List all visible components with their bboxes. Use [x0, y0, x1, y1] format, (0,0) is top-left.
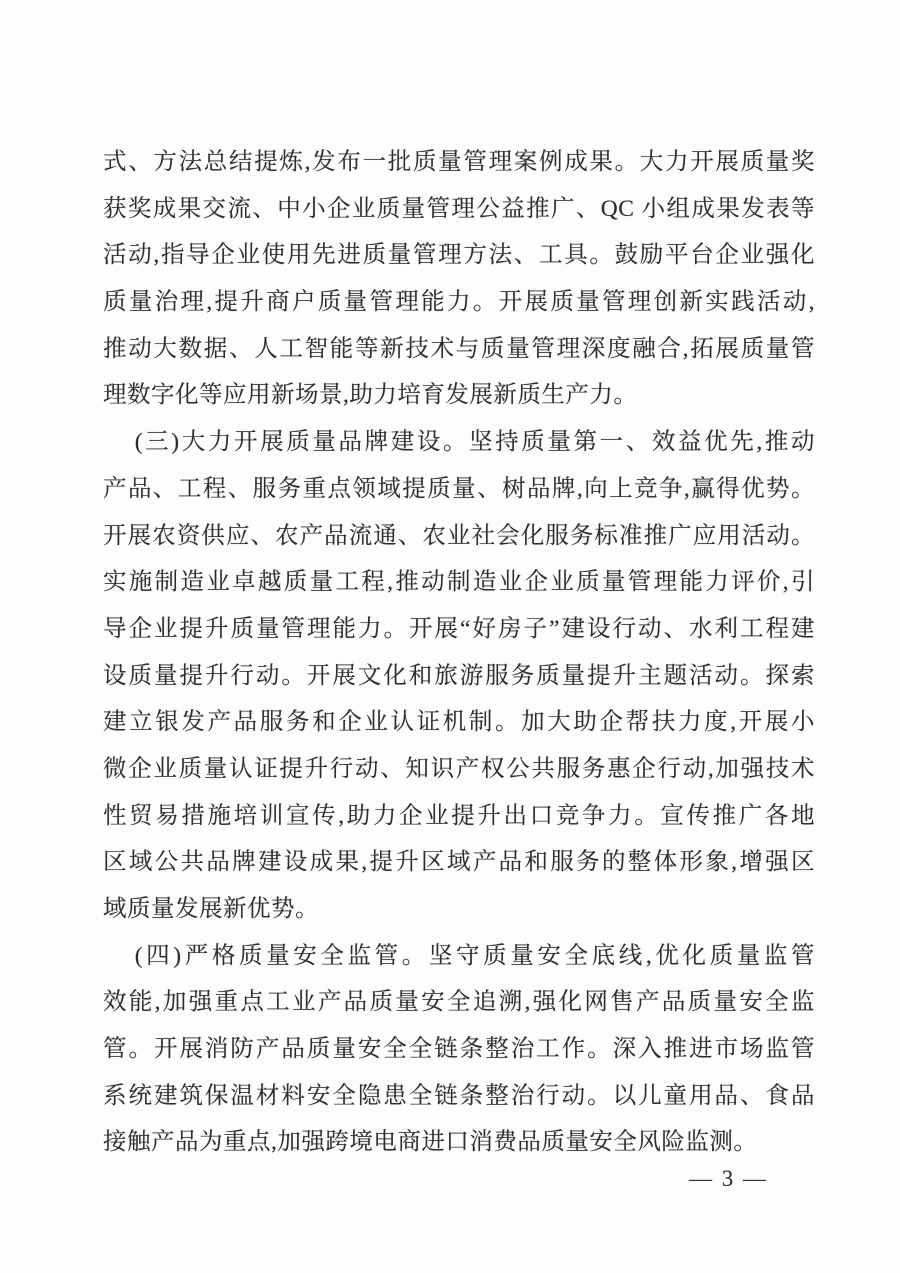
page-number: — 3 — [689, 1166, 768, 1191]
text-line: 理数字化等应用新场景,助力培育发展新质生产力。 [103, 382, 638, 409]
text-line: 活动,指导企业使用先进质量管理方法、工具。鼓励平台企业强化 [103, 242, 815, 269]
paragraph-start-line: (三)大力开展质量品牌建设。坚持质量第一、效益优先,推动 [134, 429, 815, 456]
text-line: 区域公共品牌建设成果,提升区域产品和服务的整体形象,增强区 [103, 849, 815, 876]
text-line: 管。开展消防产品质量安全全链条整治工作。深入推进市场监管 [103, 1036, 815, 1063]
text-line: 实施制造业卓越质量工程,推动制造业企业质量管理能力评价,引 [103, 569, 815, 596]
text-line: 导企业提升质量管理能力。开展“好房子”建设行动、水利工程建 [103, 615, 815, 642]
paragraph-start-line: (四)严格质量安全监管。坚守质量安全底线,优化质量监管 [134, 942, 815, 969]
text-line: 建立银发产品服务和企业认证机制。加大助企帮扶力度,开展小 [103, 709, 815, 736]
text-line: 质量治理,提升商户质量管理能力。开展质量管理创新实践活动, [103, 289, 815, 316]
text-line: 设质量提升行动。开展文化和旅游服务质量提升主题活动。探索 [103, 662, 815, 689]
text-line: 接触产品为重点,加强跨境电商进口消费品质量安全风险监测。 [103, 1129, 758, 1156]
text-line: 效能,加强重点工业产品质量安全追溯,强化网售产品质量安全监 [103, 989, 815, 1016]
text-line: 开展农资供应、农产品流通、农业社会化服务标准推广应用活动。 [103, 522, 815, 549]
document-body [103, 139, 815, 1166]
text-line: 产品、工程、服务重点领域提质量、树品牌,向上竞争,赢得优势。 [103, 475, 815, 502]
text-line: 获奖成果交流、中小企业质量管理公益推广、QC 小组成果发表等 [103, 195, 815, 222]
text-line: 推动大数据、人工智能等新技术与质量管理深度融合,拓展质量管 [103, 335, 815, 362]
text-line: 域质量发展新优势。 [103, 896, 319, 922]
text-line: 性贸易措施培训宣传,助力企业提升出口竞争力。宣传推广各地 [103, 802, 815, 829]
text-line: 式、方法总结提炼,发布一批质量管理案例成果。大力开展质量奖 [103, 149, 815, 175]
text-line: 系统建筑保温材料安全隐患全链条整治行动。以儿童用品、食品 [103, 1082, 815, 1109]
text-line: 微企业质量认证提升行动、知识产权公共服务惠企行动,加强技术 [103, 755, 815, 782]
